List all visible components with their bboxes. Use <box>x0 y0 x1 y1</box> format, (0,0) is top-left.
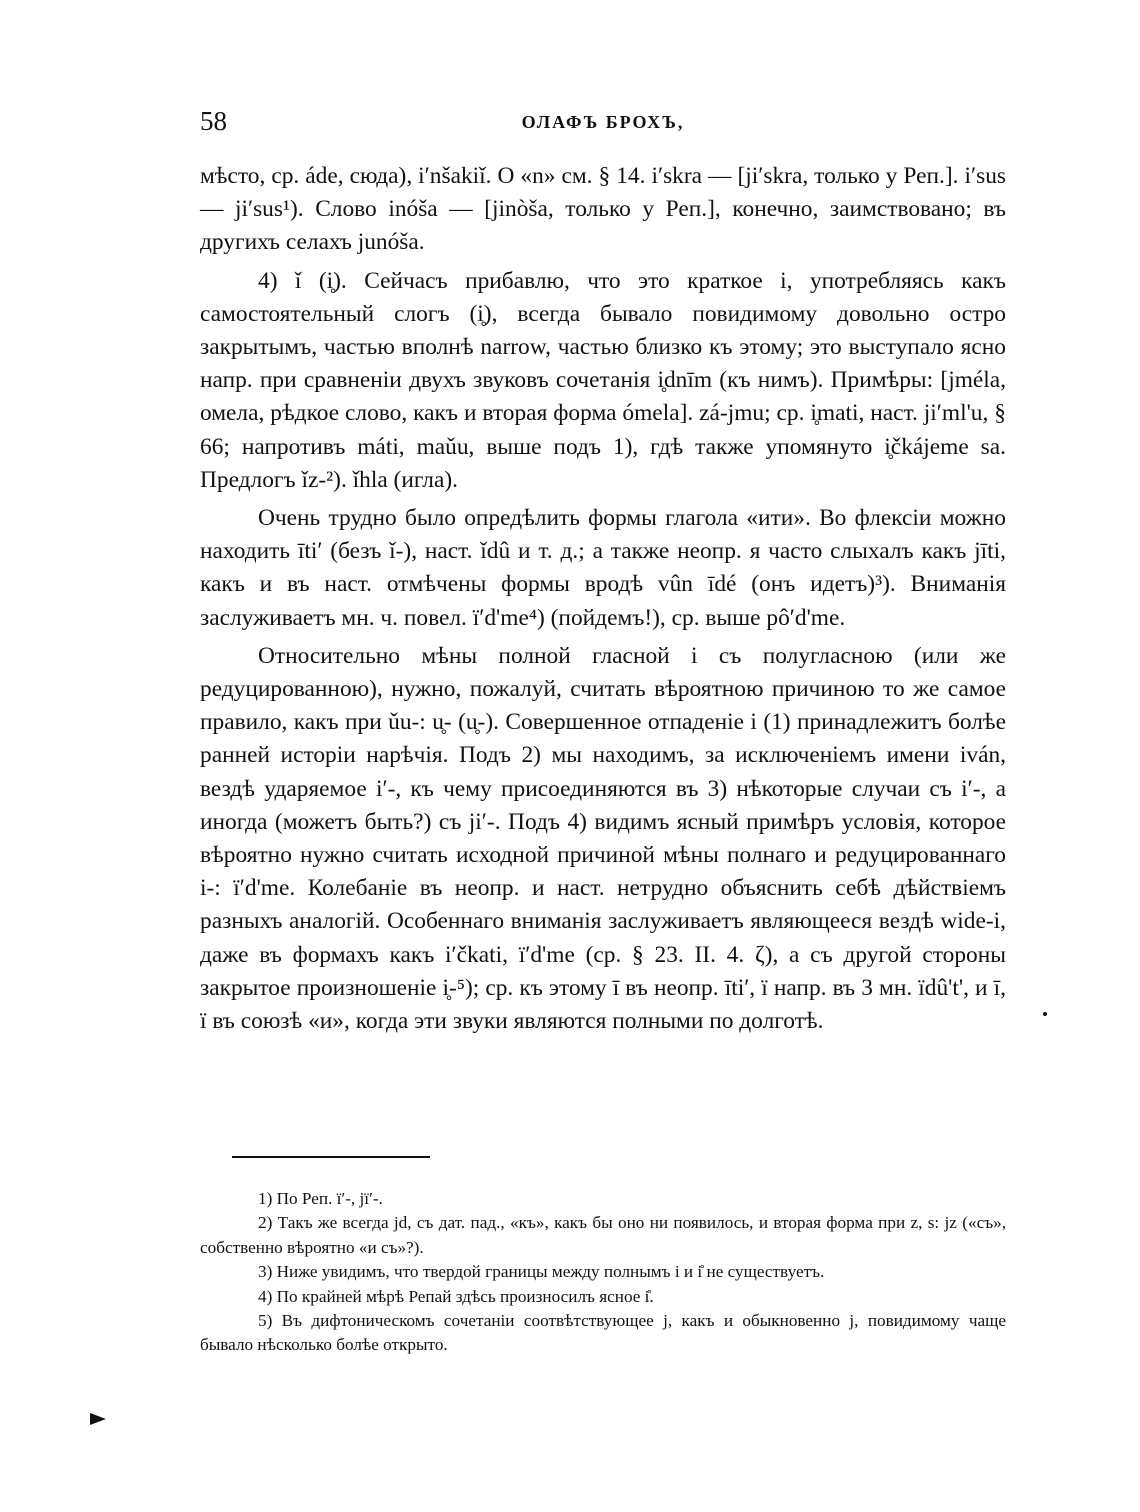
footnote-5: 5) Въ дифтоническомъ сочетаніи соотвѣтствующее j, какъ и обыкновенно j, повидимому чаще бывало нѣсколько болѣе открыто. <box>200 1311 1006 1355</box>
page-header <box>200 106 1006 146</box>
paragraph-vowel-alternation: Относительно мѣны полной гласной i съ полугласною (или же редуцированною), нужно, пожалуй, считать вѣроятною причиною то же самое правило, какъ при ǔu-: u̥- (u̥-). Совершенное отпаденіе i (1) принадлежитъ болѣе ранней исторіи нарѣчія. Подъ 2) мы находимъ, за исключеніемъ имени iván, вездѣ ударяемое iʹ-, къ чему присоединяются въ 3) нѣкоторые случаи съ iʹ-, а иногда (можетъ быть?) съ jiʹ-. Подъ 4) видимъ ясный примѣръ условія, которое вѣроятно нужно считать исходной причиной мѣны полнаго и редуцированнаго i-: ïʹd'me. Колебаніе въ неопр. и наст. нетрудно объяснить себѣ дѣйствіемъ разныхъ аналогій. Особеннаго вниманія заслуживаетъ являющееся вездѣ wide-i, даже въ формахъ какъ iʹčkati, ïʹd'me (ср. § 23. II. 4. ζ), а съ другой стороны закрытое произношеніе i̥-⁵); ср. къ этому ī въ неопр. ītiʹ, ï напр. въ 3 мн. ïdû't', и ī, ï въ союзѣ «и», когда эти звуки являются полными по долготѣ. <box>200 642 1006 1035</box>
footnote-3: 3) Ниже увидимъ, что твердой границы между полнымъ i и i̊ не существуетъ. <box>258 1262 825 1282</box>
footnotes <box>200 1187 1006 1358</box>
footnote-4: 4) По крайней мѣрѣ Репай здѣсь произносилъ ясное i̊. <box>258 1286 654 1306</box>
body-text <box>200 160 1006 1038</box>
running-title: ОЛАФЪ БРОХЪ, <box>521 112 685 132</box>
margin-dot-mark <box>1043 1012 1047 1016</box>
paragraph-verb-iti: Очень трудно было опредѣлить формы глагола «ити». Во флексіи можно находить ītiʹ (безъ ǐ-), наст. ǐdû и т. д.; а также неопр. я часто слыхалъ какъ jīti, какъ и въ наст. отмѣчены формы вродѣ vûn īdé (онъ идетъ)³). Вниманія заслуживаетъ мн. ч. повел. ïʹd'me⁴) (пойдемъ!), ср. выше pôʹd'me. <box>200 505 1006 631</box>
paragraph-continuation: мѣсто, ср. áde, сюда), iʹnšakiǐ. O «n» см. § 14. iʹskra — [jiʹskra, только у Реп.]. iʹsus — jiʹsus¹). Слово inóša — [jinòša, только у Реп.], конечно, заимствовано; въ другихъ селахъ junóša. <box>200 163 1006 256</box>
margin-arrow-icon <box>90 1413 106 1425</box>
footnote-1: 1) По Реп. ïʹ-, jïʹ-. <box>258 1189 383 1208</box>
footnote-2: 2) Такъ же всегда jd, съ дат. пад., «къ», какъ бы оно ни появилось, и вторая форма при z, s: jz («съ», собственно вѣроятно «и съ»?). <box>200 1213 1006 1257</box>
page-number: 58 <box>200 106 227 136</box>
footnote-divider <box>232 1156 430 1158</box>
paragraph-section-4: 4) ǐ (i̥). Сейчасъ прибавлю, что это краткое i, употребляясь какъ самостоятельный слогъ (i̥), всегда бывало повидимому довольно остро закрытымъ, частью вполнѣ narrow, частью близко къ этому; это выступало ясно напр. при сравненіи двухъ звуковъ сочетанія i̥dnīm (къ нимъ). Примѣры: [jméla, омела, рѣдкое слово, какъ и вторая форма ómela]. zá-jmu; ср. i̥mati, наст. jiʹml'u, § 66; напротивъ máti, maǔu, выше подъ 1), гдѣ также упомянуто i̥čkájeme sa. Предлогъ ǐz-²). ǐhla (игла). <box>200 267 1006 493</box>
